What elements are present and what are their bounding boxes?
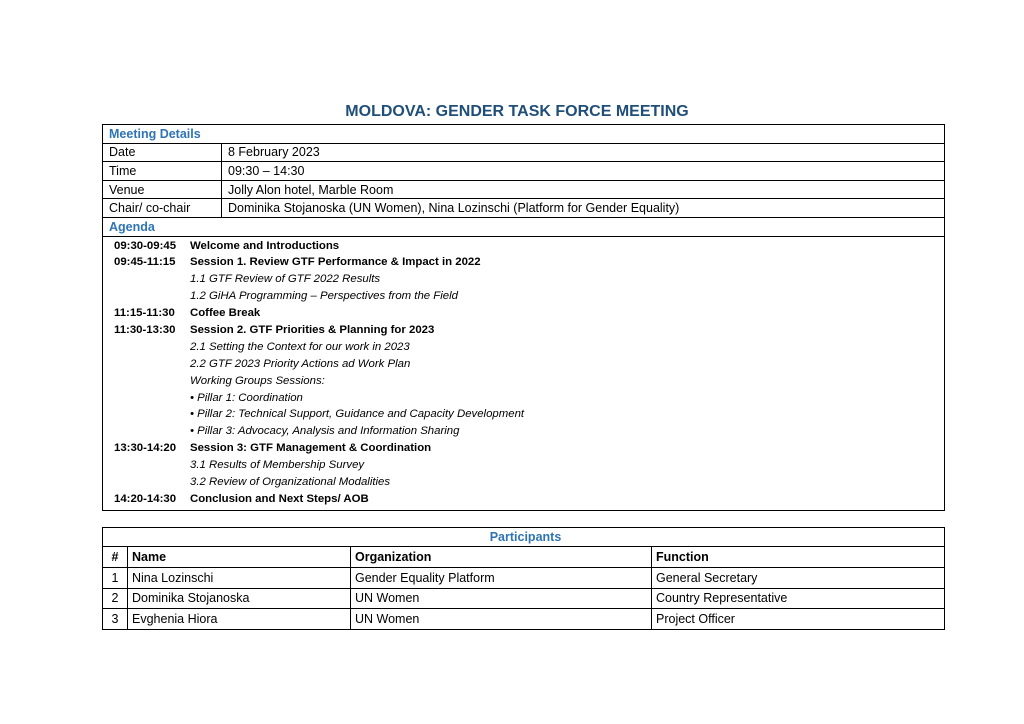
details-row-time xyxy=(103,162,945,181)
participant-organization: Gender Equality Platform xyxy=(351,567,652,588)
details-label: Date xyxy=(103,143,222,162)
agenda-item xyxy=(103,305,944,322)
participant-name: Dominika Stojanoska xyxy=(128,588,351,609)
agenda-time xyxy=(103,406,190,423)
agenda-text: 1.1 GTF Review of GTF 2022 Results xyxy=(190,273,381,286)
agenda-time xyxy=(103,423,190,440)
agenda-item xyxy=(103,288,944,305)
agenda-item xyxy=(103,373,944,390)
column-header-organization: Organization xyxy=(351,547,652,568)
details-value: 09:30 – 14:30 xyxy=(222,162,945,181)
agenda-item xyxy=(103,271,944,288)
participant-organization: UN Women xyxy=(351,609,652,630)
participant-function: Country Representative xyxy=(652,588,945,609)
agenda-text: Coffee Break xyxy=(190,307,261,320)
agenda-time xyxy=(103,457,190,474)
table-row xyxy=(103,567,945,588)
participant-number: 1 xyxy=(103,567,128,588)
agenda-item xyxy=(103,457,944,474)
participants-heading: Participants xyxy=(103,528,945,547)
agenda-time: 11:30-13:30 xyxy=(114,324,176,337)
agenda-item xyxy=(103,254,944,271)
column-header-function: Function xyxy=(652,547,945,568)
participant-number: 2 xyxy=(103,588,128,609)
participant-name: Evghenia Hiora xyxy=(128,609,351,630)
participants-header-row xyxy=(103,547,945,568)
agenda-item xyxy=(103,423,944,440)
agenda-item xyxy=(103,339,944,356)
details-value: Jolly Alon hotel, Marble Room xyxy=(222,180,945,199)
details-label: Venue xyxy=(103,180,222,199)
details-label: Time xyxy=(103,162,222,181)
participant-function: General Secretary xyxy=(652,567,945,588)
details-row-venue xyxy=(103,180,945,199)
agenda-text: 3.1 Results of Membership Survey xyxy=(190,459,365,472)
agenda-time xyxy=(103,288,190,305)
agenda-heading-row xyxy=(103,217,945,236)
agenda-item xyxy=(103,322,944,339)
agenda-time: 13:30-14:20 xyxy=(114,442,177,455)
table-row xyxy=(103,588,945,609)
agenda-time: 14:20-14:30 xyxy=(114,492,177,505)
participants-table xyxy=(102,527,945,630)
participant-name: Nina Lozinschi xyxy=(128,567,351,588)
agenda-item xyxy=(103,356,944,373)
agenda-item xyxy=(103,474,944,491)
meeting-details-heading: Meeting Details xyxy=(103,125,945,144)
participant-number: 3 xyxy=(103,609,128,630)
participants-heading-row xyxy=(103,528,945,547)
agenda-text: 2.2 GTF 2023 Priority Actions ad Work Plan xyxy=(190,357,411,370)
agenda-item xyxy=(103,238,944,255)
participant-function: Project Officer xyxy=(652,609,945,630)
meeting-details-heading-row xyxy=(103,125,945,144)
agenda-text: Session 1. Review GTF Performance & Impact in 2022 xyxy=(190,256,481,269)
agenda-text: Session 2. GTF Priorities & Planning for 2023 xyxy=(190,324,435,337)
column-header-name: Name xyxy=(128,547,351,568)
agenda-time: 11:15-11:30 xyxy=(114,307,175,320)
agenda-text: 1.2 GiHA Programming – Perspectives from the Field xyxy=(190,290,458,303)
agenda-text: • Pillar 3: Advocacy, Analysis and Information Sharing xyxy=(190,425,460,438)
agenda-item xyxy=(103,406,944,423)
agenda-text: 3.2 Review of Organizational Modalities xyxy=(190,476,391,489)
agenda-time xyxy=(103,271,190,288)
agenda-text: 2.1 Setting the Context for our work in 2023 xyxy=(190,340,410,353)
table-row xyxy=(103,609,945,630)
agenda-time: 09:45-11:15 xyxy=(114,256,176,269)
agenda-body-row xyxy=(103,236,945,510)
agenda-text: Welcome and Introductions xyxy=(190,239,340,252)
agenda-time: 09:30-09:45 xyxy=(114,239,177,252)
agenda-item xyxy=(103,440,944,457)
agenda-time xyxy=(103,356,190,373)
agenda-text: Working Groups Sessions: xyxy=(190,374,325,387)
page-title: MOLDOVA: GENDER TASK FORCE MEETING xyxy=(345,103,689,120)
details-row-chair xyxy=(103,199,945,218)
participant-organization: UN Women xyxy=(351,588,652,609)
details-row-date xyxy=(103,143,945,162)
agenda-time xyxy=(103,373,190,390)
agenda-text: Conclusion and Next Steps/ AOB xyxy=(190,492,369,505)
agenda-time xyxy=(103,339,190,356)
agenda-item xyxy=(103,491,944,508)
column-header-number: # xyxy=(103,547,128,568)
details-value: Dominika Stojanoska (UN Women), Nina Lozinschi (Platform for Gender Equality) xyxy=(222,199,945,218)
agenda-text: • Pillar 1: Coordination xyxy=(190,391,303,404)
agenda-heading: Agenda xyxy=(103,217,945,236)
agenda-time xyxy=(103,474,190,491)
agenda-text: Session 3: GTF Management & Coordination xyxy=(190,442,432,455)
agenda-item xyxy=(103,390,944,407)
details-value: 8 February 2023 xyxy=(222,143,945,162)
meeting-details-table xyxy=(102,124,945,511)
details-label: Chair/ co-chair xyxy=(103,199,222,218)
agenda-text: • Pillar 2: Technical Support, Guidance and Capacity Development xyxy=(190,408,525,421)
agenda-time xyxy=(103,390,190,407)
agenda-list xyxy=(103,236,945,510)
